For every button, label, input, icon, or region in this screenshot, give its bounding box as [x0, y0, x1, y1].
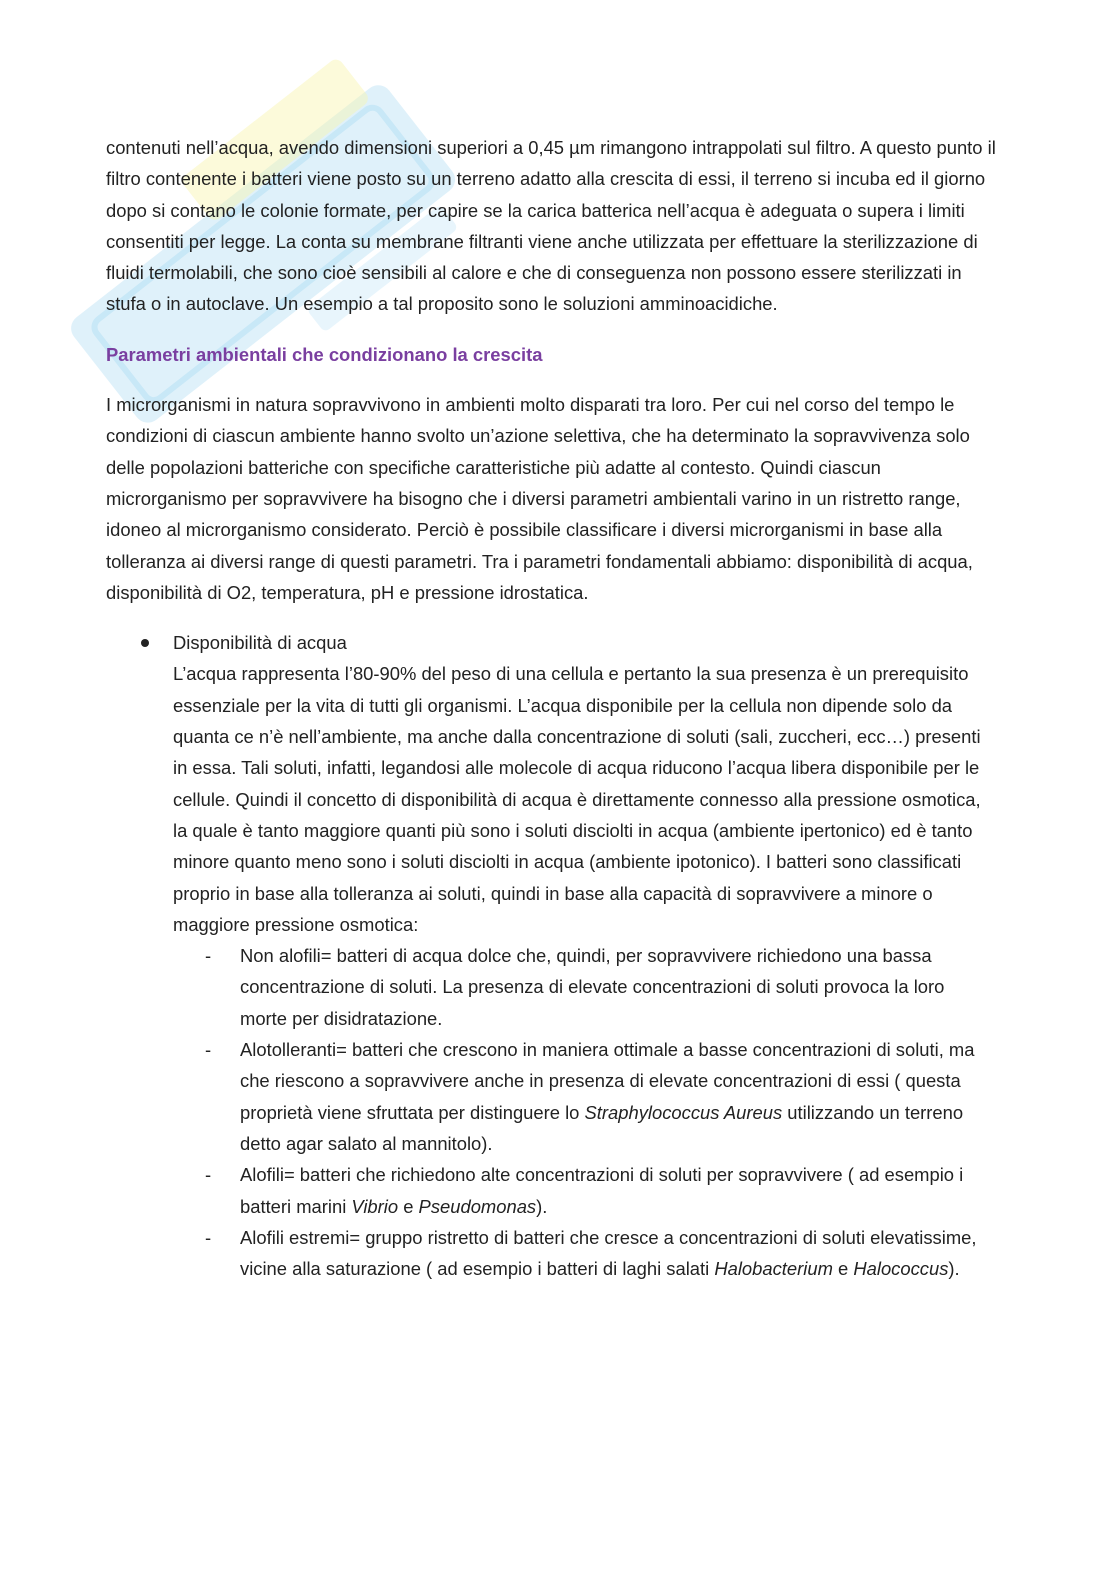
- dash-marker: -: [205, 1164, 212, 1186]
- bullet-icon: [141, 639, 149, 647]
- species-name: Straphylococcus Aureus: [584, 1101, 783, 1123]
- dash-marker: -: [205, 1226, 212, 1248]
- species-name: Pseudomonas: [418, 1195, 537, 1217]
- list-item-text: Alofili= batteri che richiedono alte concentrazioni di soluti per sopravvivere ( ad esempio i batteri marini Vibrio e Pseudomonas).: [240, 1164, 964, 1217]
- list-item-text: Alotolleranti= batteri che crescono in maniera ottimale a basse concentrazioni di soluti, ma che riescono a sopravvivere anche in presenza di elevate concentrazioni di essi ( questa proprietà viene sfruttata per distinguere lo Straphylococcus Aureus utilizzando un terreno detto agar salato al mannitolo).: [240, 1039, 975, 1154]
- list-item: [173, 1034, 996, 1159]
- species-name: Halobacterium: [714, 1258, 833, 1280]
- list-item: [173, 940, 996, 1034]
- intro-paragraph: contenuti nell’acqua, avendo dimensioni superiori a 0,45 µm rimangono intrappolati sul filtro. A questo punto il filtro contenente i batteri viene posto su un terreno adatto alla crescita di essi, il terreno si incuba ed il giorno dopo si contano le colonie formate, per capire se la carica batterica nell’acqua è adeguata o supera i limiti consentiti per legge. La conta su membrane filtranti viene anche utilizzata per effettuare la sterilizzazione di fluidi termolabili, che sono cioè sensibili al calore e che di conseguenza non possono essere sterilizzati in stufa o in autoclave. Un esempio a tal proposito sono le soluzioni amminoacidiche.: [106, 137, 996, 315]
- dash-marker: -: [205, 1039, 212, 1061]
- list-item-text: Non alofili= batteri di acqua dolce che, quindi, per sopravvivere richiedono una bassa concentrazione di soluti. La presenza di elevate concentrazioni di soluti provoca la loro morte per disidratazione.: [240, 945, 945, 1029]
- dash-list: [173, 940, 996, 1284]
- list-item: [173, 1159, 996, 1222]
- section-paragraph: I microrganismi in natura sopravvivono in ambienti molto disparati tra loro. Per cui nel corso del tempo le condizioni di ciascun ambiente hanno svolto un’azione selettiva, che ha determinato la sopravvivenza solo delle popolazioni batteriche con specifiche caratteristiche più adatte al contesto. Quindi ciascun microrganismo per sopravvivere ha bisogno che i diversi parametri ambientali varino in un ristretto range, idoneo al microrganismo considerato. Perciò è possibile classificare i diversi microrganismi in base alla tolleranza ai diversi range di questi parametri. Tra i parametri fondamentali abbiamo: disponibilità di acqua, disponibilità di O2, temperatura, pH e pressione idrostatica.: [106, 394, 973, 603]
- document-content: [106, 132, 996, 1284]
- list-item-text: Alofili estremi= gruppo ristretto di batteri che cresce a concentrazioni di soluti elevatissime, vicine alla saturazione ( ad esempio i batteri di laghi salati Halobacterium e Halococcus).: [240, 1226, 977, 1280]
- section-heading: Parametri ambientali che condizionano la crescita: [106, 343, 543, 365]
- bullet-body: L’acqua rappresenta l’80-90% del peso di una cellula e pertanto la sua presenza è un prerequisito essenziale per la vita di tutti gli organismi. L’acqua disponibile per la cellula non dipende solo da quanta ce n’è nell’ambiente, ma anche dalla concentrazione di soluti (sali, zuccheri, ecc…) presenti in essa. Tali soluti, infatti, legandosi alle molecole di acqua riducono l’acqua libera disponibile per le cellule. Quindi il concetto di disponibilità di acqua è direttamente connesso alla pressione osmotica, la quale è tanto maggiore quanti più sono i soluti disciolti in acqua (ambiente ipertonico) ed è tanto minore quanto meno sono i soluti disciolti in acqua (ambiente ipotonico). I batteri sono classificati proprio in base alla tolleranza ai soluti, quindi in base alla capacità di sopravvivere a minore o maggiore pressione osmotica:: [173, 663, 981, 935]
- species-name: Vibrio: [351, 1195, 399, 1217]
- dash-marker: -: [205, 945, 212, 967]
- bullet-title: Disponibilità di acqua: [173, 632, 347, 654]
- bullet-item-water-availability: [106, 627, 996, 1284]
- species-name: Halococcus: [853, 1258, 949, 1280]
- list-item: [173, 1222, 996, 1285]
